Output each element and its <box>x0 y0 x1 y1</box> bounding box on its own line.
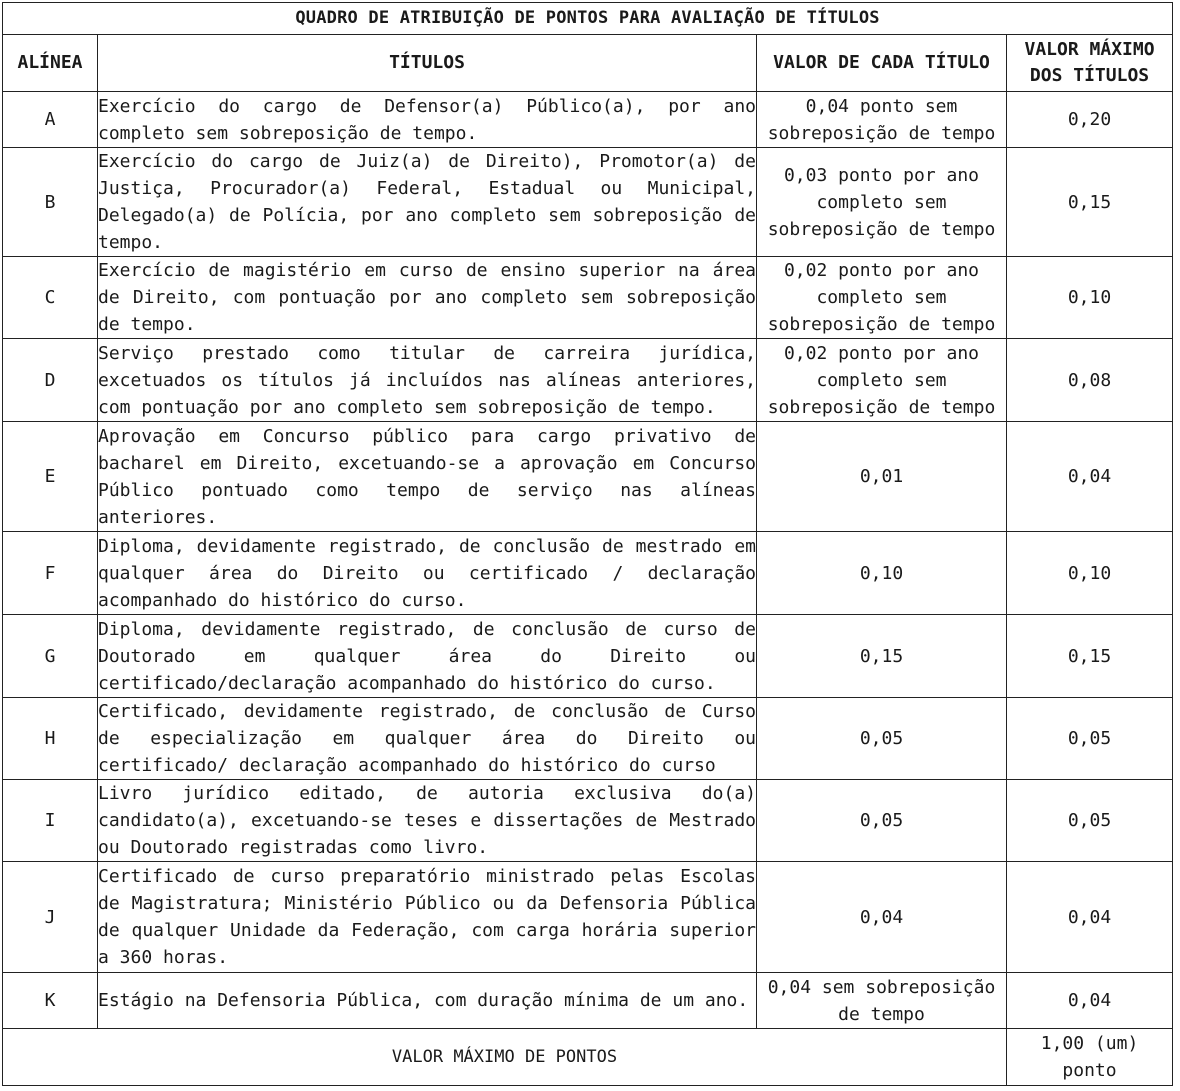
title-row <box>3 3 1173 35</box>
titulo-cell <box>98 780 757 862</box>
header-titulos: TÍTULOS <box>98 35 757 92</box>
maximo-cell: 0,08 <box>1007 339 1173 422</box>
table-row <box>3 973 1173 1029</box>
titulo-cell <box>98 422 757 532</box>
table-row <box>3 698 1173 780</box>
alinea-cell: F <box>3 532 98 615</box>
titulo-cell <box>98 698 757 780</box>
table-row <box>3 780 1173 862</box>
titulo-text: Exercício de magistério em curso de ensino superior na área de Direito, com pontuação por ano completo sem sobreposição de tempo. <box>98 260 756 335</box>
header-row <box>3 35 1173 92</box>
valor-cell: 0,01 <box>757 422 1007 532</box>
titulo-text: Diploma, devidamente registrado, de conclusão de mestrado em qualquer área do Direito ou certificado / declaração acompanhado do histórico do curso. <box>98 535 756 611</box>
valor-cell: 0,02 ponto por ano completo sem sobreposição de tempo <box>757 339 1007 422</box>
titulo-cell <box>98 532 757 615</box>
table-row <box>3 532 1173 615</box>
maximo-cell: 0,15 <box>1007 615 1173 698</box>
titulo-text: Serviço prestado como titular de carreira jurídica, excetuados os títulos já incluídos nas alíneas anteriores, com pontuação por ano completo sem sobreposição de tempo. <box>98 342 756 418</box>
titulo-text: Aprovação em Concurso público para cargo privativo de bacharel em Direito, excetuando-se a aprovação em Concurso Público pontuado como tempo de serviço nas alíneas anteriores. <box>98 425 756 528</box>
footer-label: VALOR MÁXIMO DE PONTOS <box>3 1029 1007 1086</box>
maximo-cell: 0,15 <box>1007 148 1173 257</box>
footer-value-line1: 1,00 (um) <box>1040 1033 1139 1054</box>
table-row <box>3 339 1173 422</box>
alinea-cell: C <box>3 257 98 339</box>
points-table-container <box>2 2 1173 1086</box>
alinea-cell: H <box>3 698 98 780</box>
header-valor-maximo-line2: DOS TÍTULOS <box>1029 65 1150 86</box>
titulo-text: Diploma, devidamente registrado, de conclusão de curso de Doutorado em qualquer área do Direito ou certificado/declaração acompanhado do histórico do curso. <box>98 618 756 694</box>
header-valor-maximo-line1: VALOR MÁXIMO <box>1024 39 1155 60</box>
maximo-cell: 0,05 <box>1007 780 1173 862</box>
titulo-text: Livro jurídico editado, de autoria exclusiva do(a) candidato(a), excetuando-se teses e dissertações de Mestrado ou Doutorado registradas como livro. <box>98 783 756 858</box>
titulo-text: Estágio na Defensoria Pública, com duração mínima de um ano. <box>98 990 749 1011</box>
maximo-cell: 0,10 <box>1007 532 1173 615</box>
alinea-cell: G <box>3 615 98 698</box>
valor-cell: 0,04 <box>757 862 1007 973</box>
maximo-cell: 0,20 <box>1007 92 1173 148</box>
valor-cell: 0,15 <box>757 615 1007 698</box>
table-row <box>3 862 1173 973</box>
titulo-text: Exercício do cargo de Defensor(a) Público(a), por ano completo sem sobreposição de tempo. <box>98 95 756 144</box>
titulo-cell <box>98 973 757 1029</box>
footer-value <box>1007 1029 1173 1086</box>
header-valor-cada: VALOR DE CADA TÍTULO <box>757 35 1007 92</box>
alinea-cell: J <box>3 862 98 973</box>
titulo-cell <box>98 615 757 698</box>
titulo-cell <box>98 862 757 973</box>
header-alinea: ALÍNEA <box>3 35 98 92</box>
maximo-cell: 0,04 <box>1007 973 1173 1029</box>
table-title: QUADRO DE ATRIBUIÇÃO DE PONTOS PARA AVALIAÇÃO DE TÍTULOS <box>3 3 1173 35</box>
alinea-cell: A <box>3 92 98 148</box>
points-table <box>2 2 1173 1086</box>
table-row <box>3 615 1173 698</box>
alinea-cell: K <box>3 973 98 1029</box>
table-row <box>3 422 1173 532</box>
valor-cell: 0,05 <box>757 698 1007 780</box>
valor-cell: 0,03 ponto por ano completo sem sobreposição de tempo <box>757 148 1007 257</box>
titulo-text: Certificado de curso preparatório ministrado pelas Escolas de Magistratura; Ministério Público ou da Defensoria Pública de qualquer Unidade da Federação, com carga horária superior a 360 horas. <box>98 866 756 968</box>
titulo-text: Certificado, devidamente registrado, de conclusão de Curso de especialização em qualquer área do Direito ou certificado/ declaração acompanhado do histórico do curso <box>98 701 756 776</box>
table-row <box>3 148 1173 257</box>
titulo-text: Exercício do cargo de Juiz(a) de Direito), Promotor(a) de Justiça, Procurador(a) Federal, Estadual ou Municipal, Delegado(a) de Polícia, por ano completo sem sobreposição de tempo. <box>98 151 756 253</box>
titulo-cell <box>98 257 757 339</box>
maximo-cell: 0,05 <box>1007 698 1173 780</box>
maximo-cell: 0,04 <box>1007 422 1173 532</box>
alinea-cell: I <box>3 780 98 862</box>
valor-cell: 0,10 <box>757 532 1007 615</box>
titulo-cell <box>98 339 757 422</box>
valor-cell: 0,04 ponto sem sobreposição de tempo <box>757 92 1007 148</box>
titulo-cell <box>98 92 757 148</box>
valor-cell: 0,05 <box>757 780 1007 862</box>
alinea-cell: D <box>3 339 98 422</box>
footer-row <box>3 1029 1173 1086</box>
header-valor-maximo <box>1007 35 1173 92</box>
titulo-cell <box>98 148 757 257</box>
valor-cell: 0,04 sem sobreposição de tempo <box>757 973 1007 1029</box>
table-row <box>3 257 1173 339</box>
footer-value-line2: ponto <box>1062 1060 1117 1081</box>
valor-cell: 0,02 ponto por ano completo sem sobreposição de tempo <box>757 257 1007 339</box>
maximo-cell: 0,10 <box>1007 257 1173 339</box>
maximo-cell: 0,04 <box>1007 862 1173 973</box>
table-row <box>3 92 1173 148</box>
alinea-cell: B <box>3 148 98 257</box>
alinea-cell: E <box>3 422 98 532</box>
